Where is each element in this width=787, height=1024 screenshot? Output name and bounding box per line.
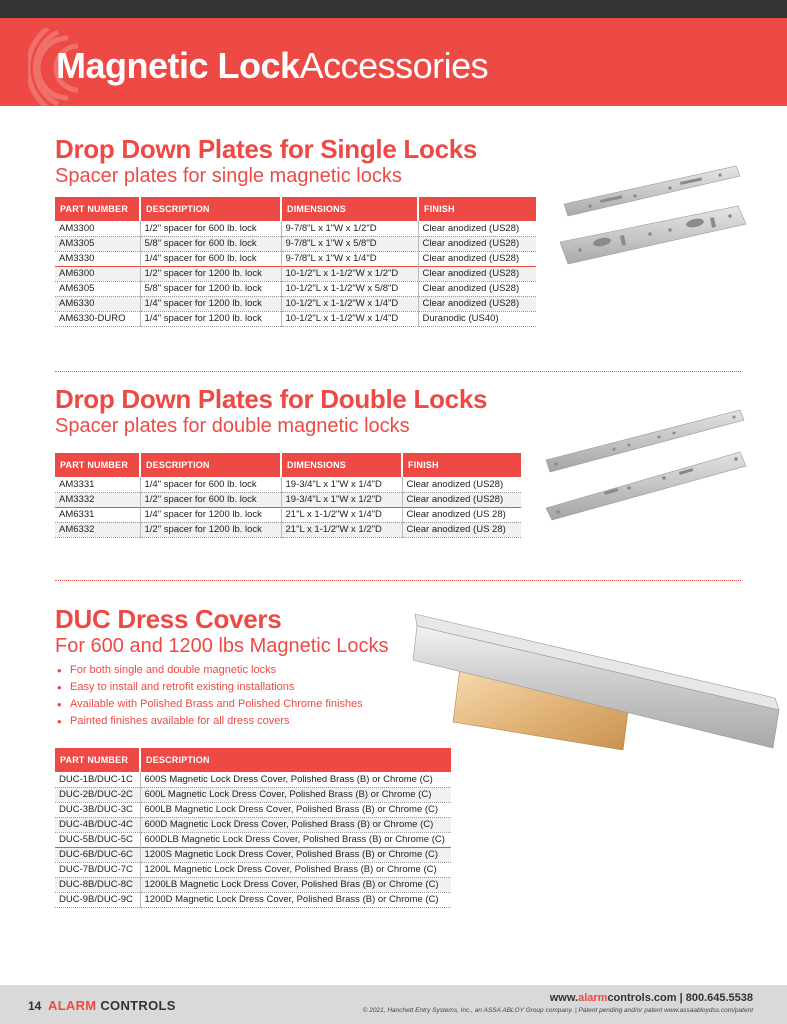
page-number: 14	[28, 999, 42, 1013]
column-header: DIMENSIONS	[281, 197, 418, 221]
duc-section-title: DUC Dress Covers	[55, 604, 282, 634]
table-cell: DUC-1B/DUC-1C	[55, 772, 140, 787]
table-cell: 21"L x 1-1/2"W x 1/2"D	[281, 522, 402, 537]
table-cell: AM3331	[55, 477, 140, 492]
table-cell: AM6332	[55, 522, 140, 537]
section-divider	[55, 580, 741, 581]
table-cell: 9-7/8"L x 1"W x 1/2"D	[281, 221, 418, 236]
table-row	[55, 281, 536, 296]
dress-cover-image	[405, 610, 785, 760]
table-cell: AM3305	[55, 236, 140, 251]
single-section-title: Drop Down Plates for Single Locks	[55, 134, 478, 164]
website-highlight: alarm	[578, 992, 608, 1004]
phone-number: | 800.645.5538	[676, 992, 753, 1004]
table-row	[55, 802, 451, 817]
page-title-light: Accessories	[299, 45, 489, 86]
table-row	[55, 236, 536, 251]
table-cell: 1/4" spacer for 600 lb. lock	[140, 251, 281, 266]
table-cell: AM6330-DURO	[55, 311, 140, 326]
table-header-row	[55, 197, 536, 221]
column-header: DESCRIPTION	[140, 748, 451, 772]
table-cell: 1/4" spacer for 1200 lb. lock	[140, 311, 281, 326]
table-header-row	[55, 453, 521, 477]
table-cell: 600L Magnetic Lock Dress Cover, Polished Brass (B) or Chrome (C)	[140, 787, 451, 802]
table-cell: 19-3/4"L x 1"W x 1/2"D	[281, 492, 402, 507]
table-row	[55, 892, 451, 907]
table-cell: DUC-4B/DUC-4C	[55, 817, 140, 832]
table-cell: Clear anodized (US28)	[402, 492, 521, 507]
table-cell: Clear anodized (US28)	[418, 296, 536, 311]
table-cell: 9-7/8"L x 1"W x 5/8"D	[281, 236, 418, 251]
single-plates-table	[55, 197, 536, 327]
table-cell: 600LB Magnetic Lock Dress Cover, Polished Brass (B) or Chrome (C)	[140, 802, 451, 817]
column-header: FINISH	[418, 197, 536, 221]
dress-covers-table	[55, 748, 451, 908]
table-row	[55, 221, 536, 236]
column-header: DIMENSIONS	[281, 453, 402, 477]
double-drop-plates-image	[544, 404, 749, 522]
table-cell: 1200D Magnetic Lock Dress Cover, Polished Brass (B) or Chrome (C)	[140, 892, 451, 907]
table-row	[55, 817, 451, 832]
column-header: FINISH	[402, 453, 521, 477]
brand-logo	[48, 998, 176, 1013]
column-header: PART NUMBER	[55, 748, 140, 772]
table-cell: 1/2" spacer for 600 lb. lock	[140, 492, 281, 507]
table-cell: 600DLB Magnetic Lock Dress Cover, Polished Brass (B) or Chrome (C)	[140, 832, 451, 847]
list-item: • Available with Polished Brass and Polished Chrome finishes	[57, 696, 363, 713]
table-row	[55, 311, 536, 326]
contact-line	[550, 992, 753, 1004]
table-cell: DUC-2B/DUC-2C	[55, 787, 140, 802]
table-row	[55, 477, 521, 492]
table-cell: Duranodic (US40)	[418, 311, 536, 326]
table-cell: Clear anodized (US28)	[418, 236, 536, 251]
double-section-title: Drop Down Plates for Double Locks	[55, 384, 488, 414]
single-section-subtitle: Spacer plates for single magnetic locks	[55, 165, 402, 187]
table-row	[55, 787, 451, 802]
table-cell: DUC-5B/DUC-5C	[55, 832, 140, 847]
table-cell: 1/2" spacer for 1200 lb. lock	[140, 522, 281, 537]
column-header: DESCRIPTION	[140, 197, 281, 221]
table-cell: AM3330	[55, 251, 140, 266]
table-cell: 1/2" spacer for 600 lb. lock	[140, 221, 281, 236]
table-cell: 5/8" spacer for 600 lb. lock	[140, 236, 281, 251]
table-cell: 10-1/2"L x 1-1/2"W x 1/2"D	[281, 266, 418, 281]
table-row	[55, 251, 536, 266]
table-cell: Clear anodized (US28)	[418, 251, 536, 266]
table-cell: 1/4" spacer for 600 lb. lock	[140, 477, 281, 492]
header-banner	[0, 18, 787, 106]
brand-alarm: ALARM	[48, 998, 97, 1013]
list-item: • Painted finishes available for all dress covers	[57, 713, 363, 730]
table-cell: 600S Magnetic Lock Dress Cover, Polished Brass (B) or Chrome (C)	[140, 772, 451, 787]
table-cell: 10-1/2"L x 1-1/2"W x 1/4"D	[281, 296, 418, 311]
table-cell: 21"L x 1-1/2"W x 1/4"D	[281, 507, 402, 522]
table-cell: Clear anodized (US28)	[418, 281, 536, 296]
table-cell: 1200S Magnetic Lock Dress Cover, Polished Brass (B) or Chrome (C)	[140, 847, 451, 862]
table-cell: AM3332	[55, 492, 140, 507]
double-section-subtitle: Spacer plates for double magnetic locks	[55, 415, 410, 437]
table-row	[55, 266, 536, 281]
table-cell: DUC-3B/DUC-3C	[55, 802, 140, 817]
table-cell: AM6305	[55, 281, 140, 296]
single-drop-plates-image	[560, 160, 750, 270]
table-cell: 600D Magnetic Lock Dress Cover, Polished Brass (B) or Chrome (C)	[140, 817, 451, 832]
duc-section-subtitle: For 600 and 1200 lbs Magnetic Locks	[55, 635, 389, 657]
list-item: • Easy to install and retrofit existing installations	[57, 679, 363, 696]
table-cell: Clear anodized (US28)	[402, 477, 521, 492]
brand-controls: CONTROLS	[100, 998, 176, 1013]
table-cell: 19-3/4"L x 1"W x 1/4"D	[281, 477, 402, 492]
table-cell: 10-1/2"L x 1-1/2"W x 5/8"D	[281, 281, 418, 296]
table-cell: 1/4" spacer for 1200 lb. lock	[140, 296, 281, 311]
table-row	[55, 847, 451, 862]
duc-feature-list	[57, 662, 363, 730]
table-row	[55, 492, 521, 507]
table-cell: DUC-7B/DUC-7C	[55, 862, 140, 877]
table-cell: Clear anodized (US28)	[418, 221, 536, 236]
table-row	[55, 296, 536, 311]
page-title-bold: Magnetic Lock	[56, 45, 300, 86]
double-plates-table	[55, 453, 521, 538]
section-divider	[55, 371, 741, 372]
table-cell: DUC-8B/DUC-8C	[55, 877, 140, 892]
table-cell: AM6300	[55, 266, 140, 281]
table-row	[55, 877, 451, 892]
table-cell: 1200L Magnetic Lock Dress Cover, Polished Brass (B) or Chrome (C)	[140, 862, 451, 877]
table-cell: DUC-6B/DUC-6C	[55, 847, 140, 862]
table-cell: AM3300	[55, 221, 140, 236]
table-row	[55, 507, 521, 522]
table-cell: Clear anodized (US28)	[418, 266, 536, 281]
table-cell: Clear anodized (US 28)	[402, 507, 521, 522]
table-cell: DUC-9B/DUC-9C	[55, 892, 140, 907]
website-suffix: controls.com	[607, 992, 677, 1004]
column-header: PART NUMBER	[55, 197, 140, 221]
table-cell: AM6331	[55, 507, 140, 522]
table-row	[55, 862, 451, 877]
table-cell: Clear anodized (US 28)	[402, 522, 521, 537]
table-cell: 10-1/2"L x 1-1/2"W x 1/4"D	[281, 311, 418, 326]
table-header-row	[55, 748, 451, 772]
table-cell: 9-7/8"L x 1"W x 1/4"D	[281, 251, 418, 266]
table-cell: 5/8" spacer for 1200 lb. lock	[140, 281, 281, 296]
page-footer	[0, 985, 787, 1024]
top-bar	[0, 0, 787, 18]
website-prefix: www.	[549, 992, 579, 1004]
table-cell: AM6330	[55, 296, 140, 311]
column-header: DESCRIPTION	[140, 453, 281, 477]
legal-notice: © 2021, Hanchett Entry Systems, Inc., an ASSA ABLOY Group company. | Patent pending and/or patent www.assaabloydss.com/patent	[362, 1007, 753, 1014]
table-row	[55, 832, 451, 847]
page-title	[56, 46, 488, 86]
table-row	[55, 522, 521, 537]
table-cell: 1200LB Magnetic Lock Dress Cover, Polished Bras (B) or Chrome (C)	[140, 877, 451, 892]
list-item: • For both single and double magnetic locks	[57, 662, 363, 679]
column-header: PART NUMBER	[55, 453, 140, 477]
table-cell: 1/2" spacer for 1200 lb. lock	[140, 266, 281, 281]
table-row	[55, 772, 451, 787]
table-cell: 1/4" spacer for 1200 lb. lock	[140, 507, 281, 522]
